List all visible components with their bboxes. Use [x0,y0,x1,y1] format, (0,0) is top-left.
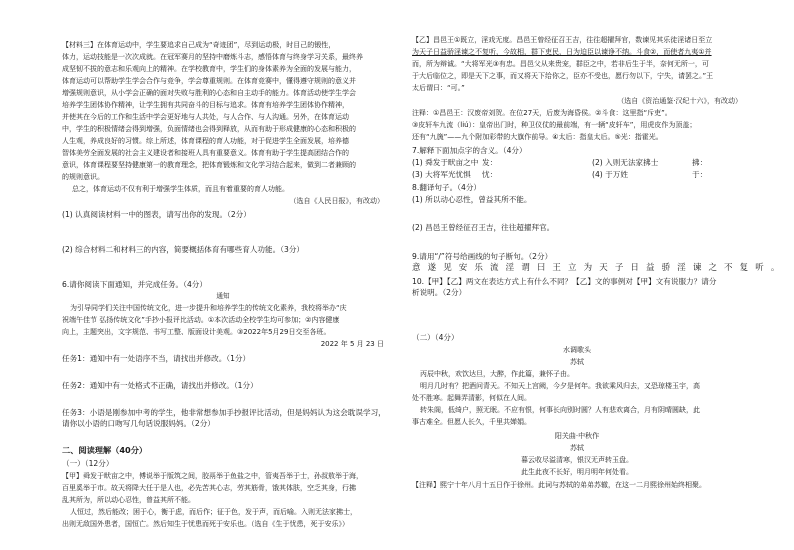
passage-line: 的规则意识。 [62,173,104,181]
classical-text-line: 出则无敌国外患者，国恒亡。然后知生于忧患而死于安乐也。（选自《生于忧患，死于安乐》） [62,520,349,528]
part-heading: （一）（12分） [62,459,114,468]
passage-line: 人生观，养成良好的习惯。综上所述，体育课程的育人功能，对于促进学生全面发展，培养德 [62,137,349,145]
notice-line: 为引导同学们关注中国传统文化，进一步提升和培养学生的传统文化素养，我校将举办“庆 [70,304,347,312]
poem-annotation: 【注释】熙宁十年八月十五日作于徐州。此词与苏轼的弟弟苏辙，在这一二月熙徐州始终相聚。 [412,481,706,489]
annotation-line: 注释：①昌邑王：汉废帝刘贺。在位27天，后废为海昏侯。②斗食：这里指“斥吏”。 [412,109,672,117]
question-10: 10.【甲】【乙】两文在表达方式上有什么不同？【乙】文的事例对【甲】文有说服力？请分 [412,277,717,286]
section-heading: 二、阅读理解（40分） [62,445,148,455]
task-3: 请你以小语的口吻写几句话说服妈妈。（2分） [62,419,215,428]
passage-line: 总之，体育运动不仅有利于增强学生体质，而且有着重要的育人功能。 [72,185,289,193]
annotation-line: ③皮轩车九流（liú）：皇帝出门时，种卫仪仗的最前端，有一辆“皮轩车”，用虎皮作为顶盖； [412,121,697,129]
poem-author: 苏轼 [570,358,584,366]
passage-line: 体力，运动技能是一次次成就。在冠军赛月的坚持中磨炼斗志，感悟体育与终身学习关系，最终养 [62,53,363,61]
annotation-line: 还有“九旒”——九个附加彩带的大旗作前导。④太后：指皇太后。⑤光：指霍光。 [412,133,663,141]
poem-line: 明月几时有？把酒问青天。不知天上宫阙，今夕是何年。我欲乘风归去，又恐琼楼玉宇，高 [420,382,700,390]
question-5-2: (2) 综合材料二和材料三的内容，简要概括体育有哪些育人功能。（3分） [62,245,305,254]
notice-line: 祝端午佳节 弘扬传统文化”手抄小报评比活动。①本次活动全校学生均可参加；②内容健康 [62,316,340,324]
classical-text-line: 而，所为辩诚。“大将军光③有忠。昌邑父从来贵宠，群臣之中，若非后生于半，奈何无所一，可 [412,60,709,68]
question-8-1: (1) 所以动心忍性，曾益其所不能。 [412,195,532,204]
question-9: 9.请用“/”符号给画线的句子断句。（2分） [412,252,553,261]
question-7-item: (3) 大将军光忧惧 [412,170,471,179]
classical-text-line: 【甲】舜发于畎亩之中，傅说举于版筑之间，胶鬲举于鱼盐之中，管夷吾举于士，孙叔敖举于海， [62,472,363,480]
question-8-2: (2) 昌邑王曾经征召王吉，往往超擢拜官。 [412,223,555,232]
question-7-item: (2) 入则无法家拂士 [592,158,659,167]
poem-line: 此生此夜不长好，明月明年何处看。 [521,468,633,476]
answer-label: 于： [692,170,708,179]
question-10: 析说明。（2分） [412,288,467,297]
classical-text-line: 于大后临位之，即是天下之事，而又将天下给你之，臣亦不受也，愿行勿以下，宁失，请罢之。”王 [412,72,714,80]
part-heading: （二）（4分） [412,333,459,342]
passage-line: 成坚韧不拔的意志和乐观向上的精神。在学校教育中，学生们的身体素养为全面的发展与能力， [62,65,356,73]
question-5-1: (1) 认真阅读材料一中的图表，请写出你的发现。（2分） [62,210,251,219]
passage-line: 中，学生的积极情绪会得到增强，负面情绪也会得到释放，从而有助于形成健康的心态和积极的 [62,125,356,133]
segmentation-sentence: 意 遂 见 安 乐 流 淫 谓 曰 王 立 为 天 子 日 益 骄 淫 谏 之 不 复 听 。 [412,263,782,273]
poem-line: 丙辰中秋，欢饮达旦，大醉，作此篇，兼怀子由。 [420,370,574,378]
poem-title: 水调歌头 [563,346,591,354]
passage-line: 【材料三】在体育运动中，学生要追求自己成为“奇迹团”，尽到运动极，时目己的锻性， [62,41,336,49]
question-6: 6.请你阅读下面通知，并完成任务。（4分） [62,280,207,289]
passage-line: 意识，体育课程要坚持健康第一的教育理念，把体育锻炼和文化学习结合起来，做到二者兼顾的 [62,161,356,169]
task-2: 任务2：通知中有一处格式不正确，请找出并修改。（1分） [62,381,258,390]
poem-line: 处不胜寒。起舞弄清影，何似在人间。 [412,394,531,402]
classical-text-line: 太后谓曰：“可。” [412,84,465,92]
passage-line: 培养学生团体协作精神，让学生拥有共同奋斗的目标与追求。体育有培养学生团体协作精神， [62,101,349,109]
poem-title: 阳关曲·中秋作 [554,432,600,440]
classical-text-line: 【乙】昌邑王①既立，淫戏无度。昌邑王曾经征召王吉，往往超擢拜官，数谏见其乐徒淫诸日至立 [412,36,713,44]
poem-author: 苏轼 [570,444,584,452]
notice-title: 通知 [216,292,230,300]
classical-text-line: 百里奚举于市。故天将降大任于是人也，必先苦其心志，劳其筋骨，饿其体肤，空乏其身，行拂 [62,484,356,492]
task-1: 任务1：通知中有一处语序不当，请找出并修改。（1分） [62,354,251,363]
question-7: 7.解释下面加点字的含义。（4分） [412,146,527,155]
poem-line: 转朱阁，低绮户，照无眠。不应有恨，何事长向别时圆？人有悲欢离合，月有阴晴圆缺，此 [420,406,700,414]
source-citation: （选自《资治通鉴·汉纪十六》，有改动） [617,97,742,105]
source-citation: （选自《人民日报》，有改动） [289,197,384,205]
question-7-item: (4) 于万姓 [592,170,628,179]
notice-line: 向上，主题突出，文字规范、书写工整、版面设计美观。③2022年5月29日交至各班。 [62,328,331,336]
passage-line: 体育运动可以帮助学生学会合作与竞争，学会尊重规则。在体育竞赛中，懂得遵守规则的意义并 [62,77,356,85]
notice-date: 2022 年 5 月 23 日 [320,340,384,348]
answer-label: 忧： [482,170,498,179]
answer-label: 发： [482,158,498,167]
question-7-item: (1) 舜发于畎亩之中 [412,158,479,167]
passage-line: 增强规则意识，从小学会正确的面对失败与胜利的心态和自主动手的能力。体育活动使学生学会 [62,89,356,97]
classical-text-line: 乱其所为，所以动心忍性，曾益其所不能。 [62,496,195,504]
passage-line: 智体美劳全面发展的社会主义建设者和接班人具有重要意义。体育有助于学生提高团结合作的 [62,149,349,157]
answer-label: 拂： [692,158,708,167]
task-3: 任务3：小语是刚参加中考的学生，他非常想参加手抄报评比活动，但是妈妈认为这会耽误学习， [62,408,386,417]
classical-text-line: 为天子日益骄淫谏之不复听，今故相，群下吏民，日为迫臣以谏诤不纳。斗食②，而使者九夷①并 [412,48,712,56]
question-8: 8.翻译句子。（4分） [412,183,482,192]
passage-line: 并使其在今后的工作和生活中学会更好地与人共处，与人合作、与人沟通。另外，在体育运动 [62,113,349,121]
poem-line: 暮云收尽溢清寒，银汉无声转玉盘。 [521,456,633,464]
poem-line: 事古难全。但愿人长久，千里共婵娟。 [412,418,531,426]
classical-text-line: 人恒过，然后能改；困于心，衡于虑，而后作；征于色，发于声，而后喻。入则无法家拂士， [70,508,357,516]
